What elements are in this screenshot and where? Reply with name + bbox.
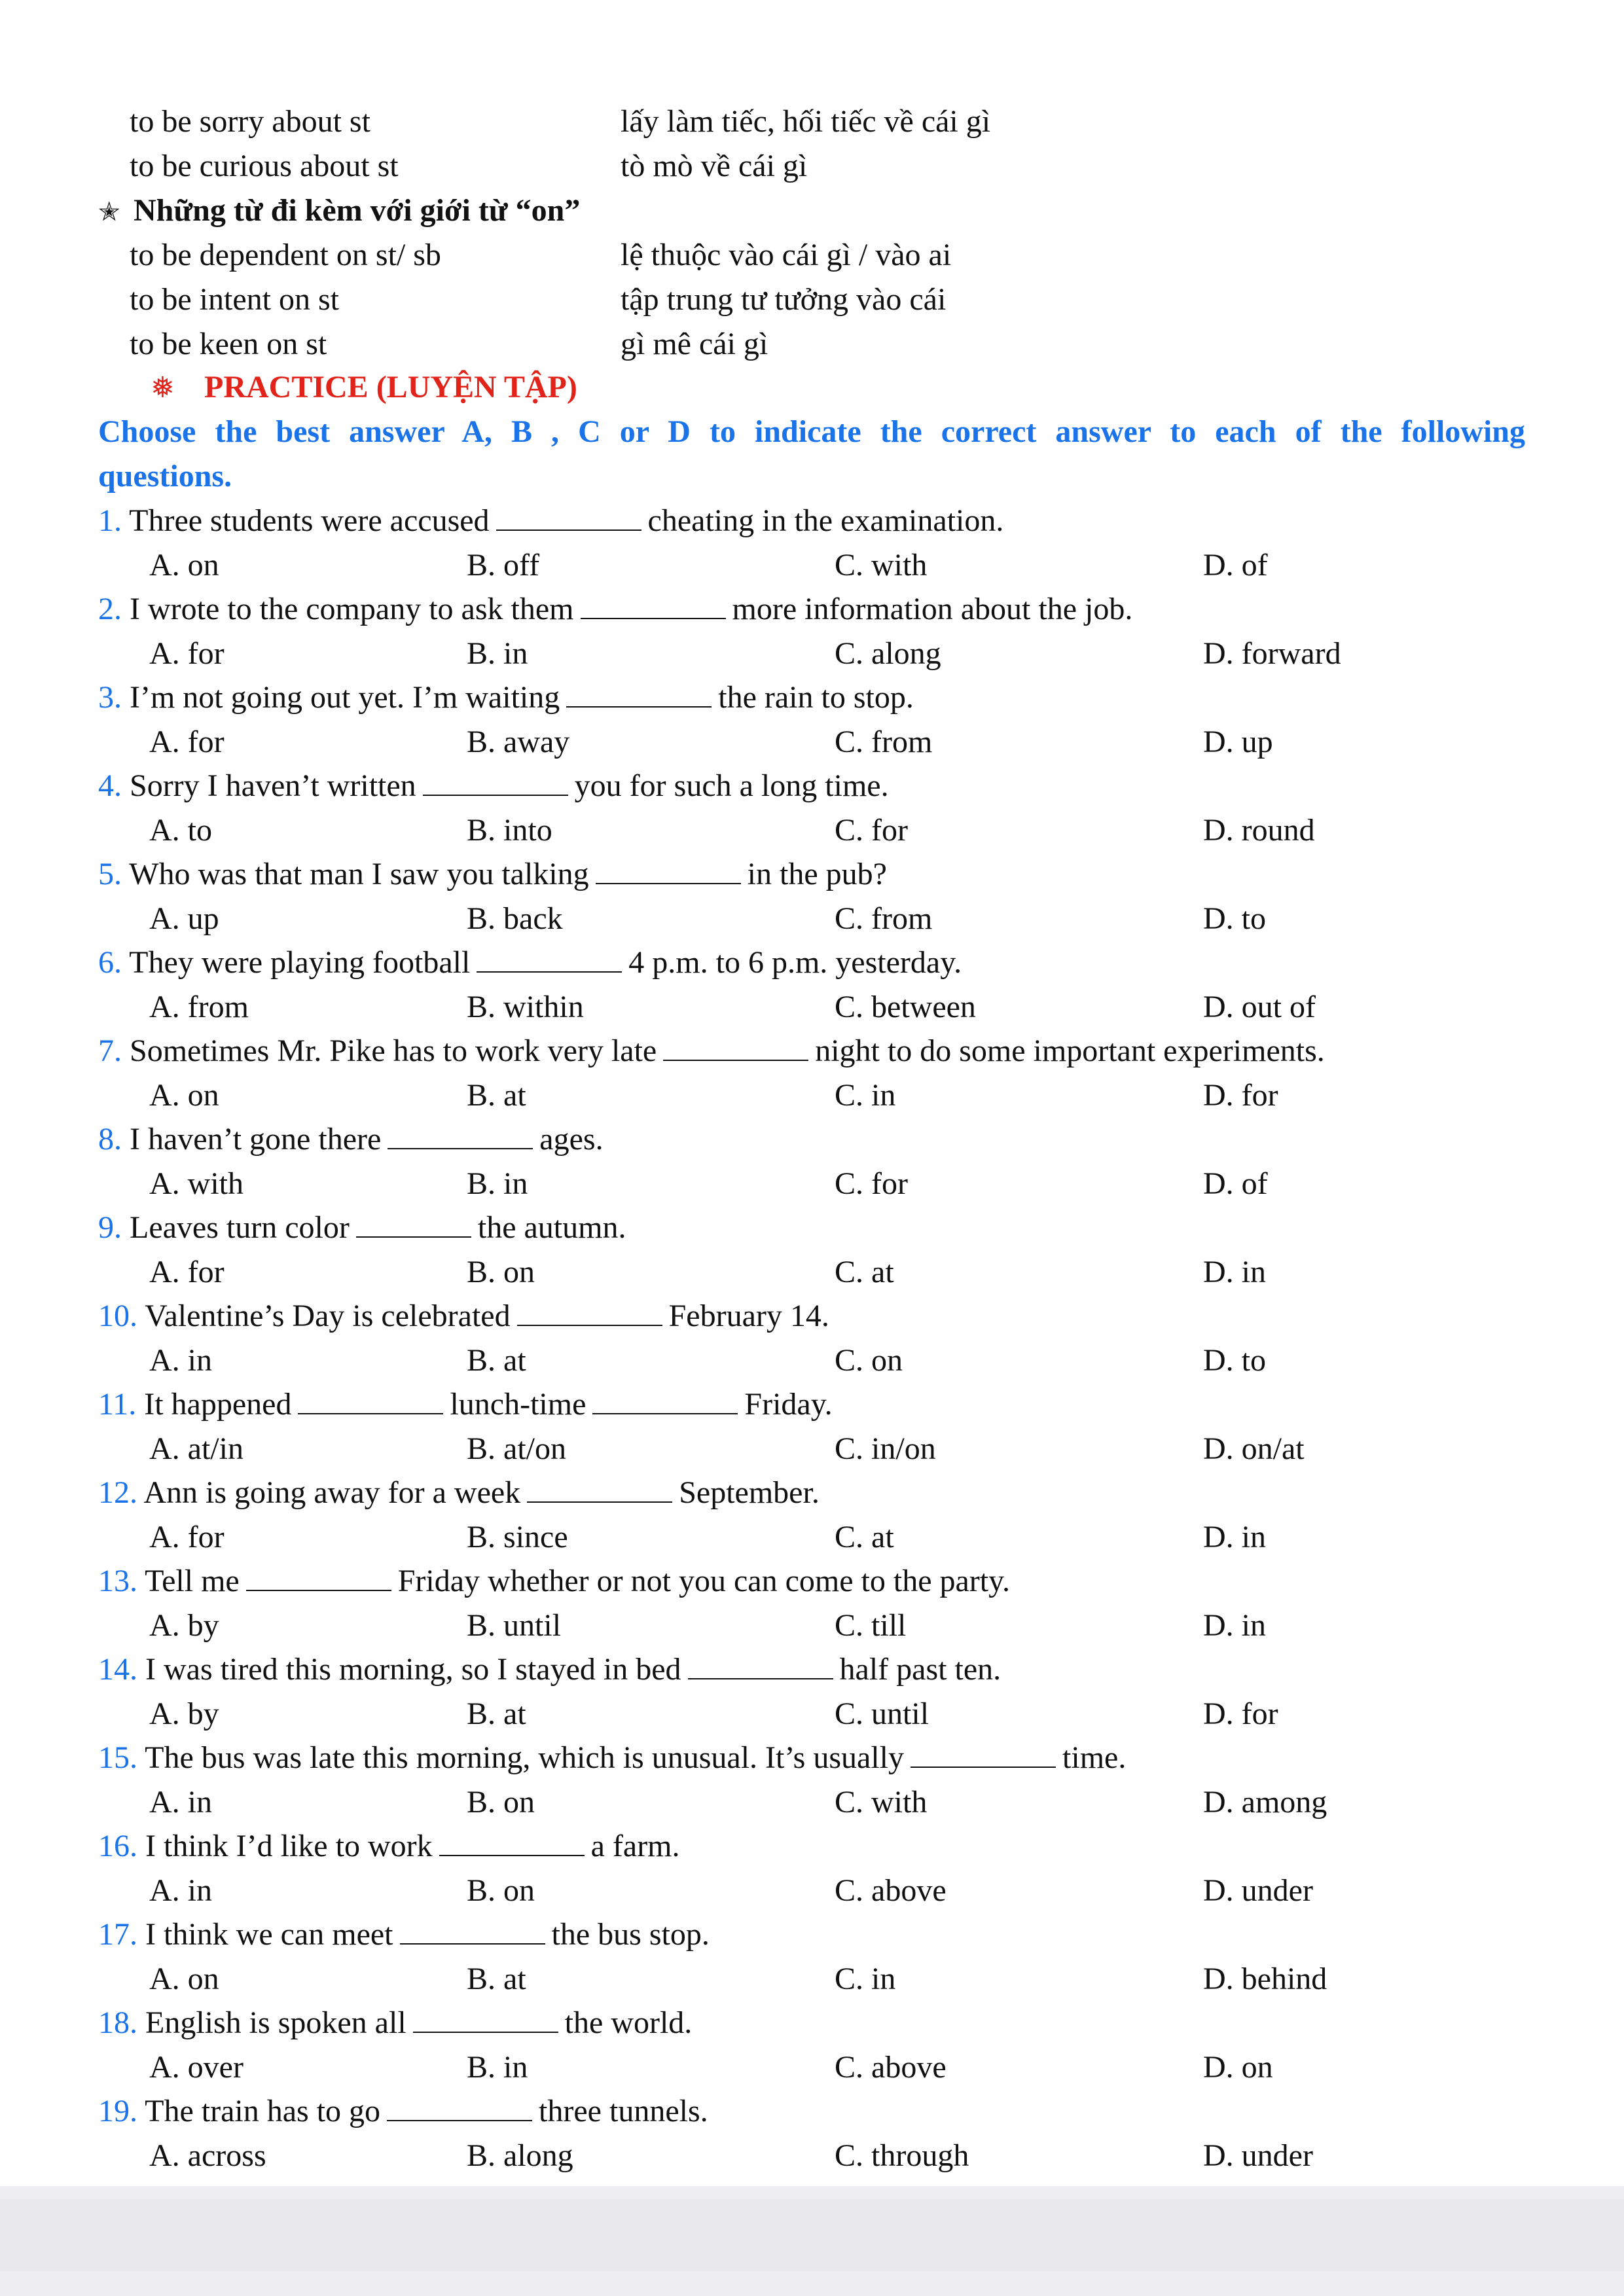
options-row bbox=[0, 1073, 1624, 1118]
option-c[interactable]: C. through bbox=[835, 2138, 969, 2173]
options-row bbox=[0, 1692, 1624, 1736]
options-row bbox=[0, 720, 1624, 764]
section-heading-row bbox=[0, 188, 1624, 233]
question-number: 6. bbox=[98, 945, 122, 980]
option-b[interactable]: B. at/on bbox=[467, 1431, 566, 1466]
answer-blank[interactable] bbox=[477, 945, 622, 973]
question-number: 5. bbox=[98, 857, 122, 891]
answer-blank[interactable] bbox=[596, 857, 741, 884]
vocab-vietnamese: lấy làm tiếc, hối tiếc về cái gì bbox=[621, 104, 991, 139]
options-row bbox=[0, 1869, 1624, 1913]
question-stem: I was tired this morning, so I stayed in bed bbox=[145, 1652, 681, 1687]
option-d[interactable]: D. among bbox=[1203, 1785, 1327, 1820]
options-row bbox=[0, 2134, 1624, 2178]
question-number: 14. bbox=[98, 1652, 137, 1687]
option-a[interactable]: A. for bbox=[149, 725, 225, 759]
question-stem: I think I’d like to work bbox=[145, 1829, 433, 1863]
question-row bbox=[0, 499, 1624, 543]
question-row bbox=[0, 1294, 1624, 1338]
option-c[interactable]: C. above bbox=[835, 1873, 947, 1908]
option-c[interactable]: C. above bbox=[835, 2050, 947, 2085]
question-stem-end: you for such a long time. bbox=[574, 768, 889, 803]
vocab-row bbox=[0, 233, 1624, 278]
option-d[interactable]: D. under bbox=[1203, 1873, 1313, 1908]
question-number: 11. bbox=[98, 1387, 137, 1422]
vocab-english: to be sorry about st bbox=[130, 104, 370, 139]
option-d[interactable]: D. in bbox=[1203, 1255, 1266, 1289]
option-d[interactable]: D. in bbox=[1203, 1608, 1266, 1643]
question-row bbox=[0, 1471, 1624, 1515]
question-number: 13. bbox=[98, 1564, 137, 1598]
options-row bbox=[0, 1162, 1624, 1206]
option-a[interactable]: A. over bbox=[149, 2050, 244, 2085]
option-d[interactable]: D. under bbox=[1203, 2138, 1313, 2173]
option-d[interactable]: D. for bbox=[1203, 1696, 1278, 1731]
vocab-row bbox=[0, 278, 1624, 322]
question-row bbox=[0, 587, 1624, 632]
option-c[interactable]: C. with bbox=[835, 1785, 928, 1820]
option-d[interactable]: D. of bbox=[1203, 1166, 1268, 1201]
vocab-row bbox=[0, 144, 1624, 188]
question-number: 9. bbox=[98, 1210, 122, 1245]
vocab-english: to be curious about st bbox=[130, 149, 399, 183]
option-b[interactable]: B. since bbox=[467, 1520, 568, 1554]
option-b[interactable]: B. until bbox=[467, 1608, 562, 1643]
question-row bbox=[0, 1117, 1624, 1162]
page-footer-strip bbox=[0, 2199, 1624, 2271]
question-number: 10. bbox=[98, 1299, 137, 1333]
option-b[interactable]: B. on bbox=[467, 1255, 535, 1289]
vocab-english: to be intent on st bbox=[130, 282, 339, 317]
option-c[interactable]: C. on bbox=[835, 1343, 903, 1378]
question-row bbox=[0, 1912, 1624, 1957]
practice-heading bbox=[151, 365, 577, 410]
question-text bbox=[98, 2089, 708, 2134]
answer-blank[interactable] bbox=[566, 680, 712, 708]
option-a[interactable]: A. for bbox=[149, 1255, 225, 1289]
question-stem-end: more information about the job. bbox=[732, 592, 1133, 626]
question-number: 3. bbox=[98, 680, 122, 715]
option-c[interactable]: C. from bbox=[835, 725, 933, 759]
answer-blank[interactable] bbox=[400, 1917, 545, 1945]
question-stem-end: night to do some important experiments. bbox=[815, 1033, 1325, 1068]
option-c[interactable]: C. at bbox=[835, 1255, 894, 1289]
question-number: 4. bbox=[98, 768, 122, 803]
option-c[interactable]: C. in/on bbox=[835, 1431, 936, 1466]
option-b[interactable]: B. along bbox=[467, 2138, 573, 2173]
answer-blank[interactable] bbox=[439, 1829, 585, 1856]
question-row bbox=[0, 764, 1624, 808]
vocab-english: to be keen on st bbox=[130, 327, 327, 361]
option-b[interactable]: B. back bbox=[467, 901, 563, 936]
vocab-vietnamese: gì mê cái gì bbox=[621, 327, 768, 361]
answer-blank[interactable] bbox=[298, 1387, 443, 1414]
option-a[interactable]: A. for bbox=[149, 636, 225, 671]
question-text bbox=[98, 1912, 710, 1957]
option-b[interactable]: B. on bbox=[467, 1873, 535, 1908]
practice-title: PRACTICE (LUYỆN TẬP) bbox=[204, 370, 577, 404]
question-row bbox=[0, 1647, 1624, 1692]
option-a[interactable]: A. to bbox=[149, 813, 212, 848]
question-stem-end: a farm. bbox=[590, 1829, 680, 1863]
question-text bbox=[98, 764, 889, 808]
answer-blank[interactable] bbox=[413, 2005, 558, 2033]
question-text bbox=[98, 1382, 833, 1427]
question-stem: Sometimes Mr. Pike has to work very late bbox=[130, 1033, 657, 1068]
option-a[interactable]: A. on bbox=[149, 548, 219, 583]
question-text bbox=[98, 1117, 604, 1162]
option-a[interactable]: A. from bbox=[149, 990, 249, 1024]
option-d[interactable]: D. to bbox=[1203, 1343, 1266, 1378]
question-row bbox=[0, 2089, 1624, 2134]
question-stem-end: cheating in the examination. bbox=[647, 503, 1004, 538]
star-icon: ✭ bbox=[98, 197, 120, 226]
question-stem: I wrote to the company to ask them bbox=[130, 592, 574, 626]
question-stem: The train has to go bbox=[145, 2094, 381, 2128]
practice-heading-row bbox=[0, 365, 1624, 410]
question-row bbox=[0, 2001, 1624, 2045]
option-b[interactable]: B. at bbox=[467, 1078, 526, 1113]
question-stem-end: the autumn. bbox=[477, 1210, 626, 1245]
question-stem-end: time. bbox=[1062, 1740, 1127, 1775]
question-row bbox=[0, 1824, 1624, 1869]
question-row bbox=[0, 941, 1624, 985]
option-d[interactable]: D. forward bbox=[1203, 636, 1341, 671]
options-row bbox=[0, 2045, 1624, 2090]
option-b[interactable]: B. in bbox=[467, 1166, 528, 1201]
question-stem: Valentine’s Day is celebrated bbox=[145, 1299, 511, 1333]
answer-blank[interactable] bbox=[388, 1122, 533, 1149]
option-d[interactable]: D. of bbox=[1203, 548, 1268, 583]
question-number: 2. bbox=[98, 592, 122, 626]
option-a[interactable]: A. with bbox=[149, 1166, 244, 1201]
question-stem-end: Friday whether or not you can come to the party. bbox=[397, 1564, 1011, 1598]
instruction-text: Choose the best answer A, B , C or D to indicate the correct answer to each of the following bbox=[98, 414, 1525, 449]
option-b[interactable]: B. on bbox=[467, 1785, 535, 1820]
options-row bbox=[0, 1957, 1624, 2001]
option-a[interactable]: A. on bbox=[149, 1962, 219, 1996]
option-b[interactable]: B. within bbox=[467, 990, 584, 1024]
options-row bbox=[0, 808, 1624, 853]
option-c[interactable]: C. at bbox=[835, 1520, 894, 1554]
option-d[interactable]: D. out of bbox=[1203, 990, 1316, 1024]
question-stem-end: Friday. bbox=[744, 1387, 833, 1422]
option-d[interactable]: D. behind bbox=[1203, 1962, 1327, 1996]
options-row bbox=[0, 1427, 1624, 1471]
question-stem-end: half past ten. bbox=[839, 1652, 1001, 1687]
question-stem-end: three tunnels. bbox=[539, 2094, 708, 2128]
options-row bbox=[0, 1338, 1624, 1383]
question-stem-end: 4 p.m. to 6 p.m. yesterday. bbox=[628, 945, 962, 980]
option-a[interactable]: A. in bbox=[149, 1343, 212, 1378]
question-number: 16. bbox=[98, 1829, 137, 1863]
question-stem: Tell me bbox=[145, 1564, 240, 1598]
option-d[interactable]: D. on bbox=[1203, 2050, 1273, 2085]
option-b[interactable]: B. at bbox=[467, 1343, 526, 1378]
option-c[interactable]: C. in bbox=[835, 1078, 896, 1113]
question-number: 19. bbox=[98, 2094, 137, 2128]
option-a[interactable]: A. up bbox=[149, 901, 219, 936]
question-text bbox=[98, 1294, 829, 1338]
option-b[interactable]: B. away bbox=[467, 725, 570, 759]
vocab-english: to be dependent on st/ sb bbox=[130, 238, 441, 272]
snowflake-icon: ❅ bbox=[151, 372, 175, 404]
question-stem: I’m not going out yet. I’m waiting bbox=[130, 680, 560, 715]
option-d[interactable]: D. for bbox=[1203, 1078, 1278, 1113]
question-stem-end: the rain to stop. bbox=[718, 680, 914, 715]
question-text bbox=[98, 1559, 1010, 1604]
options-row bbox=[0, 1780, 1624, 1825]
option-a[interactable]: A. in bbox=[149, 1873, 212, 1908]
question-stem-end: September. bbox=[679, 1475, 820, 1510]
option-b[interactable]: B. in bbox=[467, 2050, 528, 2085]
question-number: 15. bbox=[98, 1740, 137, 1775]
question-stem: English is spoken all bbox=[145, 2005, 406, 2040]
question-row bbox=[0, 1382, 1624, 1427]
option-c[interactable]: C. between bbox=[835, 990, 976, 1024]
instruction-row bbox=[0, 410, 1624, 454]
question-stem: Ann is going away for a week bbox=[143, 1475, 521, 1510]
option-c[interactable]: C. until bbox=[835, 1696, 929, 1731]
question-number: 12. bbox=[98, 1475, 137, 1510]
vocab-vietnamese: tập trung tư tưởng vào cái bbox=[621, 282, 947, 317]
question-stem: Sorry I haven’t written bbox=[130, 768, 416, 803]
answer-blank[interactable] bbox=[496, 503, 641, 531]
question-stem-end: ages. bbox=[539, 1122, 604, 1157]
option-c[interactable]: C. from bbox=[835, 901, 933, 936]
option-c[interactable]: C. in bbox=[835, 1962, 896, 1996]
option-d[interactable]: D. to bbox=[1203, 901, 1266, 936]
answer-blank[interactable] bbox=[517, 1299, 662, 1326]
option-d[interactable]: D. on/at bbox=[1203, 1431, 1305, 1466]
vocab-vietnamese: lệ thuộc vào cái gì / vào ai bbox=[621, 238, 952, 272]
question-text bbox=[98, 1824, 680, 1869]
vocab-row bbox=[0, 322, 1624, 367]
section-title: Những từ đi kèm với giới từ “on” bbox=[134, 193, 581, 228]
answer-blank[interactable] bbox=[911, 1740, 1056, 1768]
question-text bbox=[98, 1029, 1325, 1073]
question-stem-end: in the pub? bbox=[747, 857, 887, 891]
question-text bbox=[98, 587, 1132, 632]
instruction-text-continued: questions. bbox=[98, 459, 232, 493]
option-c[interactable]: C. for bbox=[835, 1166, 908, 1201]
options-row bbox=[0, 1250, 1624, 1295]
question-stem: Three students were accused bbox=[129, 503, 490, 538]
answer-blank[interactable] bbox=[688, 1652, 833, 1679]
option-c[interactable]: C. for bbox=[835, 813, 908, 848]
question-stem-middle: lunch-time bbox=[450, 1387, 586, 1422]
question-text bbox=[98, 2001, 692, 2045]
option-a[interactable]: A. by bbox=[149, 1608, 219, 1643]
option-c[interactable]: C. till bbox=[835, 1608, 907, 1643]
option-d[interactable]: D. up bbox=[1203, 725, 1273, 759]
options-row bbox=[0, 1604, 1624, 1648]
instruction-row bbox=[0, 454, 1624, 499]
question-row bbox=[0, 1029, 1624, 1073]
options-row bbox=[0, 543, 1624, 588]
question-text bbox=[98, 675, 914, 720]
option-b[interactable]: B. off bbox=[467, 548, 540, 583]
option-a[interactable]: A. across bbox=[149, 2138, 266, 2173]
option-d[interactable]: D. in bbox=[1203, 1520, 1266, 1554]
option-b[interactable]: B. in bbox=[467, 636, 528, 671]
option-a[interactable]: A. in bbox=[149, 1785, 212, 1820]
question-stem: It happened bbox=[144, 1387, 292, 1422]
question-number: 1. bbox=[98, 503, 122, 538]
question-text bbox=[98, 1206, 626, 1250]
option-b[interactable]: B. into bbox=[467, 813, 552, 848]
answer-blank[interactable] bbox=[423, 768, 568, 796]
question-text bbox=[98, 852, 887, 897]
question-row bbox=[0, 1736, 1624, 1780]
question-stem: Leaves turn color bbox=[130, 1210, 350, 1245]
answer-blank[interactable] bbox=[663, 1033, 808, 1061]
question-number: 8. bbox=[98, 1122, 122, 1157]
question-stem: I think we can meet bbox=[145, 1917, 393, 1952]
vocab-vietnamese: tò mò về cái gì bbox=[621, 149, 808, 183]
question-number: 7. bbox=[98, 1033, 122, 1068]
question-text bbox=[98, 1736, 1126, 1780]
option-b[interactable]: B. at bbox=[467, 1696, 526, 1731]
answer-blank[interactable] bbox=[356, 1210, 471, 1238]
question-row bbox=[0, 1206, 1624, 1250]
question-stem-end: the world. bbox=[564, 2005, 693, 2040]
option-b[interactable]: B. at bbox=[467, 1962, 526, 1996]
question-text bbox=[98, 499, 1003, 543]
option-a[interactable]: A. at/in bbox=[149, 1431, 244, 1466]
option-c[interactable]: C. along bbox=[835, 636, 941, 671]
question-stem: The bus was late this morning, which is unusual. It’s usually bbox=[145, 1740, 905, 1775]
answer-blank[interactable] bbox=[581, 592, 726, 619]
option-d[interactable]: D. round bbox=[1203, 813, 1315, 848]
answer-blank[interactable] bbox=[527, 1475, 672, 1503]
option-a[interactable]: A. for bbox=[149, 1520, 225, 1554]
question-number: 18. bbox=[98, 2005, 137, 2040]
options-row bbox=[0, 897, 1624, 941]
question-stem-end: the bus stop. bbox=[551, 1917, 710, 1952]
answer-blank[interactable] bbox=[592, 1387, 738, 1414]
options-row bbox=[0, 985, 1624, 1030]
section-heading bbox=[98, 188, 580, 234]
question-stem-end: February 14. bbox=[668, 1299, 829, 1333]
answer-blank[interactable] bbox=[387, 2094, 532, 2121]
question-row bbox=[0, 852, 1624, 897]
question-text bbox=[98, 941, 962, 985]
option-a[interactable]: A. on bbox=[149, 1078, 219, 1113]
options-row bbox=[0, 1515, 1624, 1560]
question-number: 17. bbox=[98, 1917, 137, 1952]
question-row bbox=[0, 675, 1624, 720]
question-stem: I haven’t gone there bbox=[130, 1122, 382, 1157]
question-stem: They were playing football bbox=[129, 945, 471, 980]
options-row bbox=[0, 632, 1624, 676]
option-c[interactable]: C. with bbox=[835, 548, 928, 583]
vocab-row bbox=[0, 99, 1624, 144]
question-stem: Who was that man I saw you talking bbox=[129, 857, 589, 891]
question-text bbox=[98, 1471, 820, 1515]
option-a[interactable]: A. by bbox=[149, 1696, 219, 1731]
question-row bbox=[0, 1559, 1624, 1604]
answer-blank[interactable] bbox=[246, 1564, 391, 1591]
question-text bbox=[98, 1647, 1001, 1692]
